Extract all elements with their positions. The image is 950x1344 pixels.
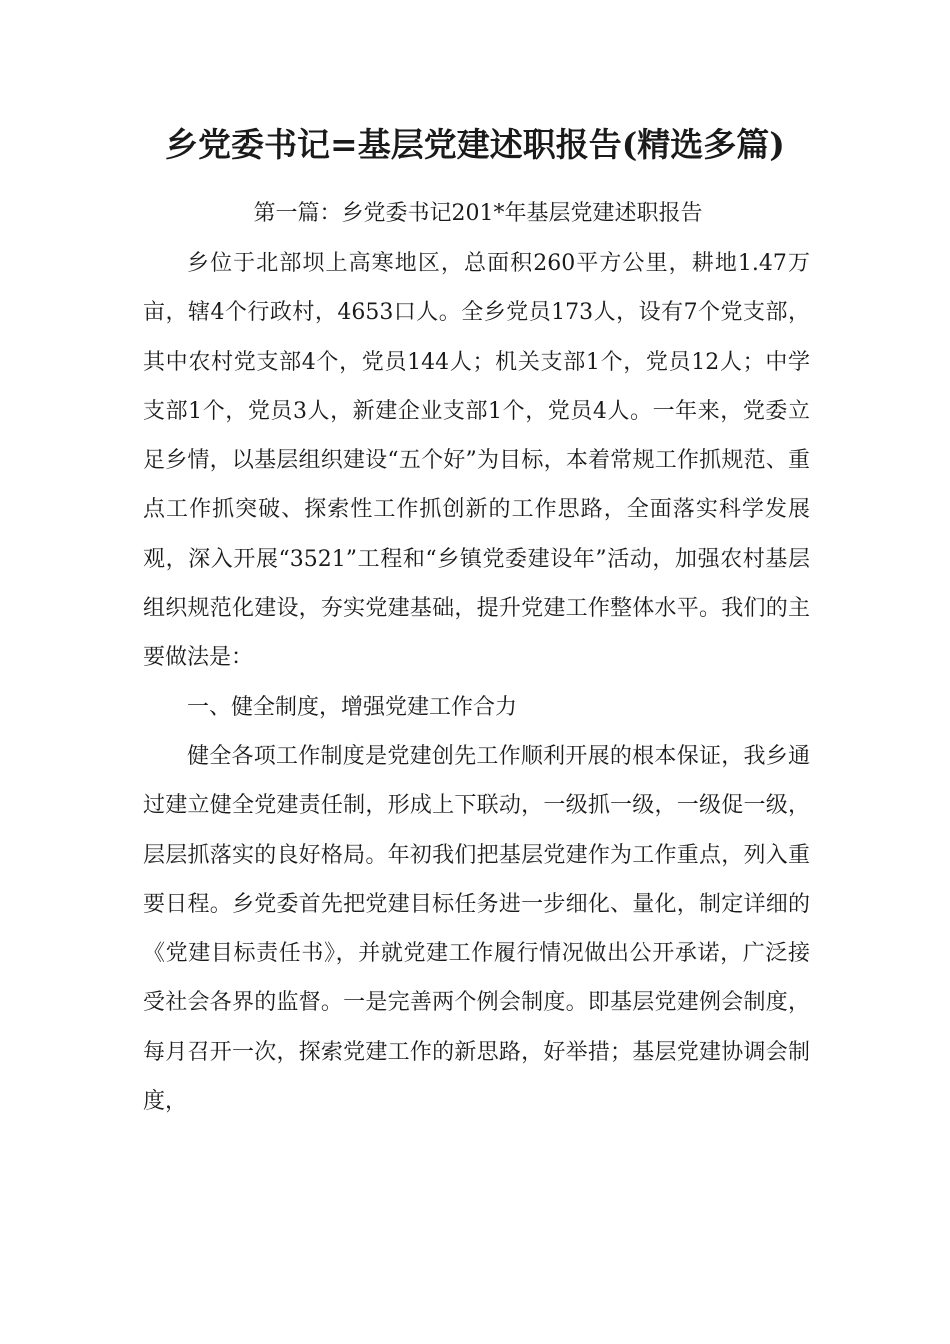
document-body: [143, 239, 810, 1126]
paragraph-section-one: 健全各项工作制度是党建创先工作顺利开展的根本保证，我乡通过建立健全党建责任制，形成上下联动，一级抓一级，一级促一级，层层抓落实的良好格局。年初我们把基层党建作为工作重点，列入重要日程。乡党委首先把党建目标任务进一步细化、量化，制定详细的《党建目标责任书》，并就党建工作履行情况做出公开承诺，广泛接受社会各界的监督。一是完善两个例会制度。即基层党建例会制度，每月召开一次，探索党建工作的新思路，好举措；基层党建协调会制度，: [143, 743, 810, 1115]
document-title: 乡党委书记=基层党建述职报告(精选多篇): [165, 125, 785, 164]
document-subtitle: 第一篇：乡党委书记201*年基层党建述职报告: [253, 201, 703, 226]
paragraph-intro: 乡位于北部坝上高寒地区，总面积260平方公里，耕地1.47万亩，辖4个行政村，4653口人。全乡党员173人，设有7个党支部，其中农村党支部4个，党员144人；机关支部1个，党员12人；中学支部1个，党员3人，新建企业支部1个，党员4人。一年来，党委立足乡情，以基层组织建设“五个好”为目标，本着常规工作抓规范、重点工作抓突破、探索性工作抓创新的工作思路，全面落实科学发展观，深入开展“3521”工程和“乡镇党委建设年”活动，加强农村基层组织规范化建设，夯实党建基础，提升党建工作整体水平。我们的主要做法是：: [143, 251, 810, 671]
section-heading: 一、健全制度，增强党建工作合力: [187, 694, 518, 720]
